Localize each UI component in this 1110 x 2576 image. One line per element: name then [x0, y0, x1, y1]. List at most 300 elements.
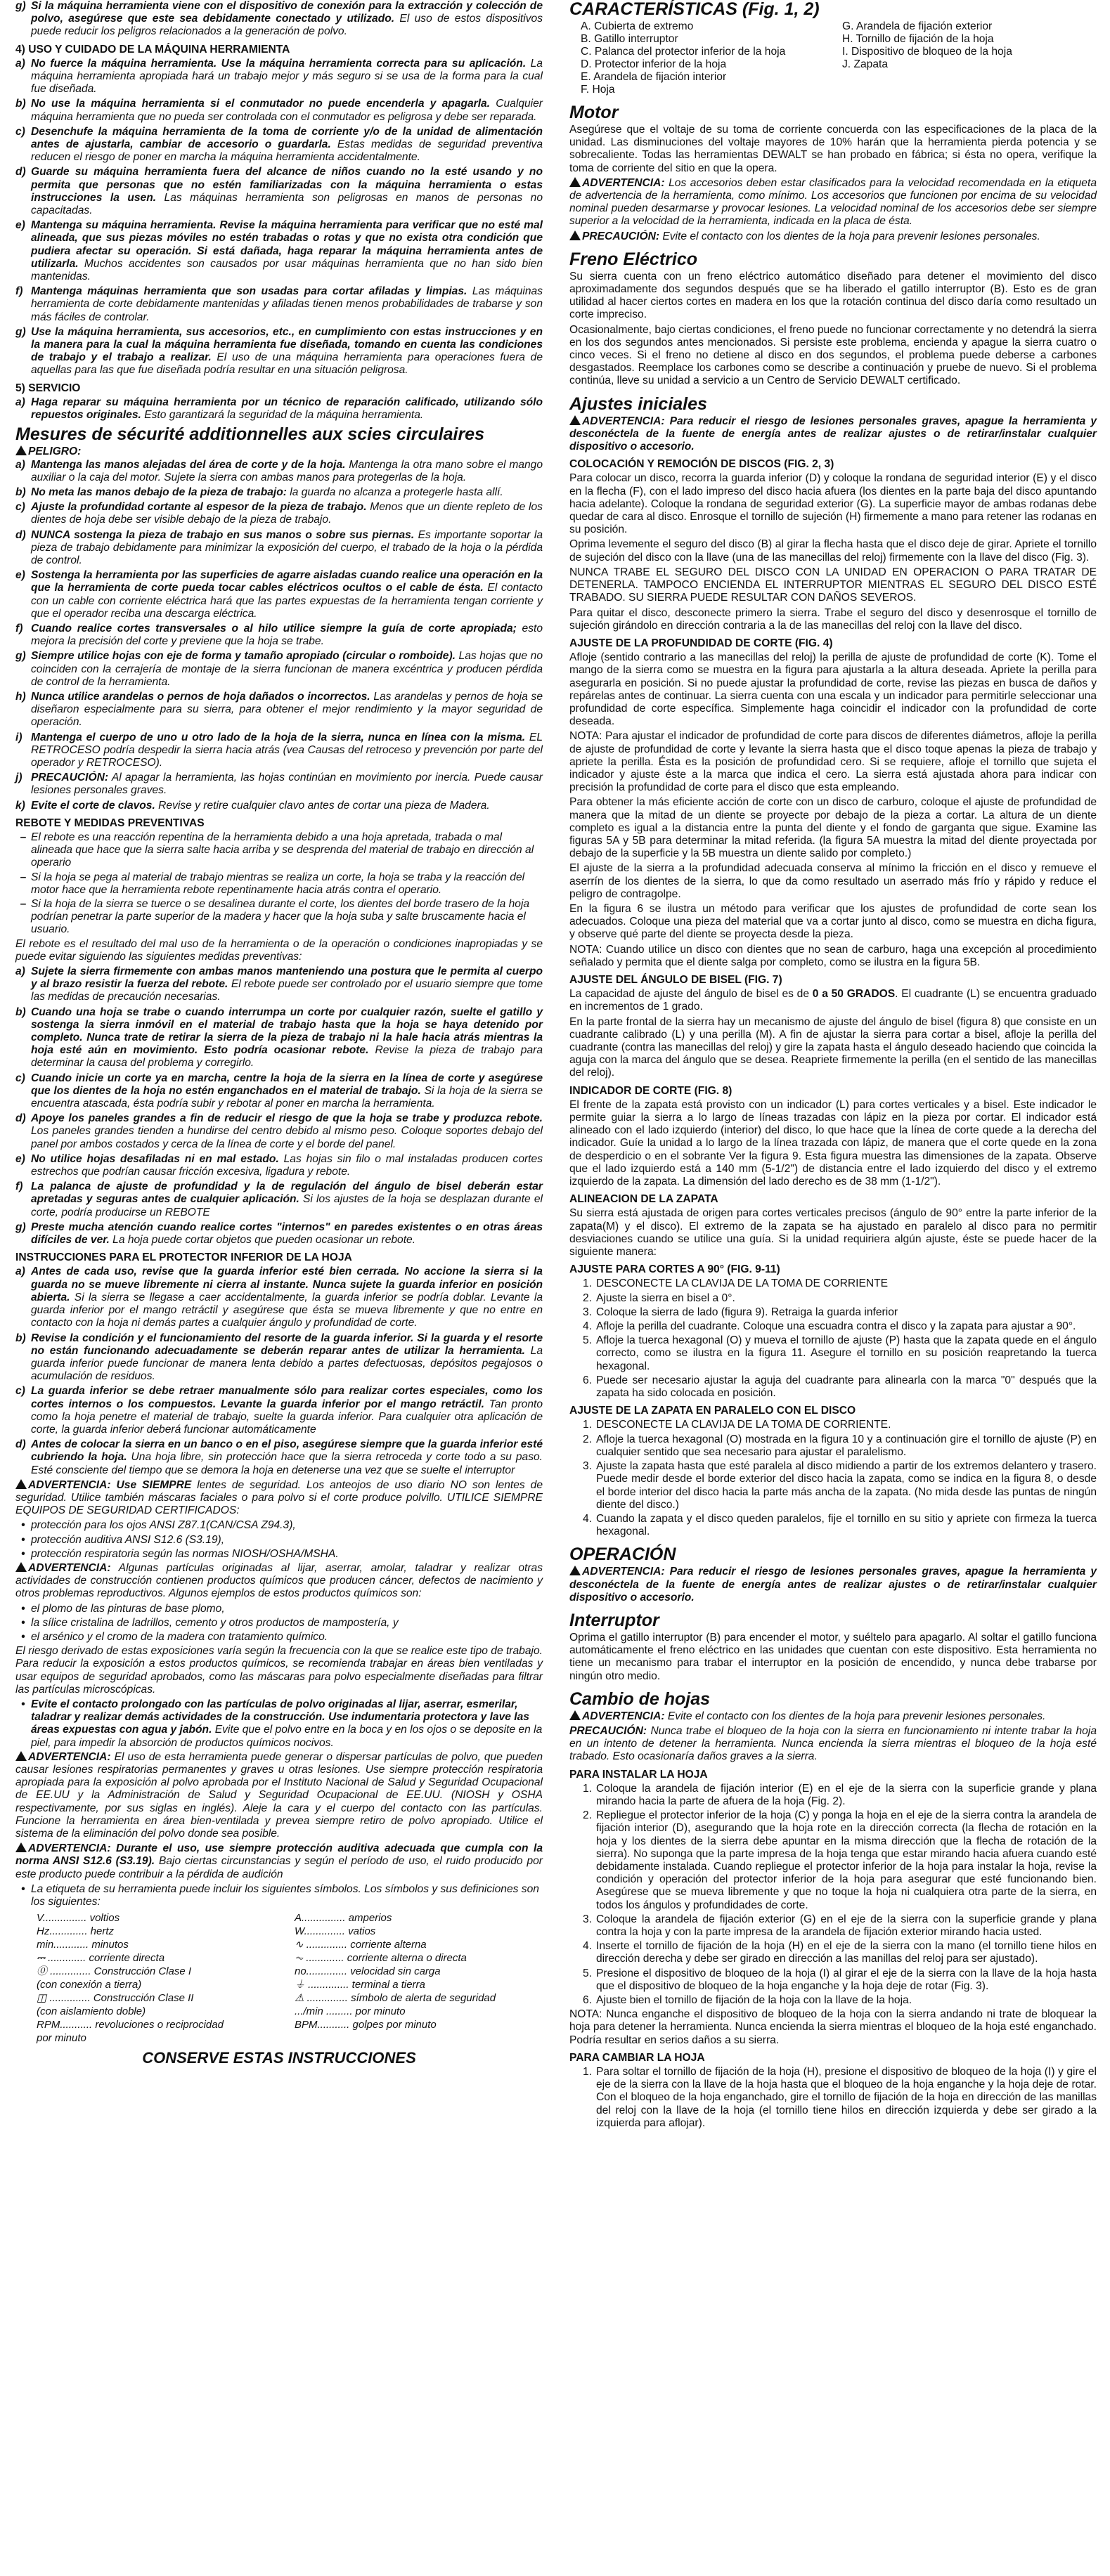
bullet-mark: •	[21, 1519, 25, 1532]
step-item	[569, 1374, 1097, 1400]
list-item-text	[31, 772, 543, 797]
symbol-table	[37, 1911, 543, 2045]
section-heading: INSTRUCCIONES PARA EL PROTECTOR INFERIOR DE LA HOJA	[15, 1251, 352, 1264]
section-heading: REBOTE Y MEDIDAS PREVENTIVAS	[15, 817, 205, 829]
steps-list	[569, 2066, 1097, 2130]
list-item-label: e)	[15, 1152, 25, 1165]
symbol-entry: por minuto	[37, 2032, 86, 2045]
list-item-text	[31, 486, 543, 499]
list-item-bold: NUNCA sostenga la pieza de trabajo en sus manos o sobre sus piernas.	[31, 528, 415, 541]
bullet-list	[15, 1519, 543, 1561]
paragraph: Ocasionalmente, bajo ciertas condiciones, el freno puede no funcionar correctamente y no detendrá la sierra en los dos segundos antes mencionados. Si persiste este problema, encienda y apague la sierra cuatro o cinco veces. Si el freno no detiene al disco en dos segundos, el problema puede deberse a carbones desgastados. Reemplace los carbones como se describe a continuación y pruebe de nuevo. Si el problema continúa, lleve su unidad a servicio a un Centro de Servicio DEWALT certificado.	[569, 323, 1097, 387]
list-item-text	[31, 1266, 543, 1329]
list-item-body: La guarda inferior puede funcionar de manera lenta debido a partes defectuosas, depósitos pegajosos o acumulación de residuos.	[31, 1344, 543, 1383]
list-item-bold: Sujete la sierra firmemente con ambas manos manteniendo una postura que le permita al cuerpo y al brazo resistir la fuerza del rebote.	[31, 965, 543, 991]
list-item-body: Tan pronto como la hoja penetre el material de trabajo, suelte la guarda inferior. Para cualquier otra aplicación de corte, la guarda inferior deberá funcionar automáticamente	[31, 1398, 543, 1436]
list-item	[15, 1006, 543, 1070]
warning-paragraph: ADVERTENCIA: Los accesorios deben estar clasificados para la velocidad recomendada en la etiqueta de advertencia de la herramienta, como mínimo. Los accesorios que funcionen por encima de su velocidad nominal pueden desarmarse y provocar lesiones. La velocidad nominal de los accesorios debe ser siempre superior a la velocidad de la herramienta, indicada en la placa de ésta.	[569, 176, 1097, 228]
paragraph: NUNCA TRABE EL SEGURO DEL DISCO CON LA UNIDAD EN OPERACION O PARA TRATAR DE DETENERLA. TAMPOCO ENCIENDA EL INTERRUPTOR MIENTRAS EL SEGURO DEL DISCO ESTÉ TRABADO. SU SIERRA PUEDE RESULTAR CON DAÑOS SEVEROS.	[569, 566, 1097, 604]
symbol-entry: ⚠ .............. símbolo de alerta de seguridad	[295, 1992, 496, 2005]
list-item-body: Si la sierra se llegase a caer accidentalmente, la guarda inferior se podría doblar. Levante la guarda inferior por el mango retráctil y asegúrese que ésta se mueva libremente y que no entre en contacto con la hoja ni demás partes a cualquier ángulo y profundidad de corte.	[31, 1291, 543, 1329]
caution-paragraph: PRECAUCIÓN: Evite el contacto con los dientes de la hoja para prevenir lesiones personales.	[569, 230, 1097, 243]
list-item-label: b)	[15, 98, 26, 110]
list-item-label: g)	[15, 1221, 26, 1233]
list-item-body: La máquina herramienta apropiada hará un trabajo mejor y más seguro si se usa de la forma para la cual fue diseñada.	[31, 57, 543, 96]
list-item-label: b)	[15, 486, 26, 498]
list-item-bold: No use la máquina herramienta si el conmutador no puede encenderla y apagarla.	[31, 98, 491, 110]
list-item-text	[31, 1072, 543, 1111]
symbol-entry	[295, 2031, 543, 2045]
symbol-entry: RPM........... revoluciones o reciprocidad	[37, 2019, 224, 2031]
list-item-label: f)	[15, 1180, 23, 1193]
list-item-body: Las hojas que no coinciden con la cerrajería de montaje de la sierra funcionan de manera excéntrica y producen pérdida de control de la herramienta.	[31, 650, 543, 688]
bullet-mark: –	[20, 871, 27, 883]
list-item-text	[31, 800, 543, 812]
step-text: Afloje la perilla del cuadrante. Coloque una escuadra contra el disco y la zapata para ajustar a 90°.	[596, 1320, 1076, 1333]
bullet-mark: •	[21, 1547, 25, 1560]
symbol-entry: W.............. vatios	[295, 1925, 376, 1938]
list-item-label: e)	[15, 569, 25, 582]
step-number: 2.	[582, 1433, 592, 1445]
step-number: 2.	[582, 1809, 592, 1822]
list-item	[15, 1112, 543, 1151]
list-item-bold: Mantenga su máquina herramienta. Revise la máquina herramienta para verificar que no esté mal alineada, que sus piezas móviles no estén trabadas o rotas y que no exista otra condición que pudiera afectar su operación. Si está dañada, haga reparar la máquina herramienta antes de utilizarla.	[31, 219, 543, 270]
bullet-list	[15, 1603, 543, 1644]
list-item	[15, 98, 543, 123]
list-item	[15, 1534, 543, 1547]
step-number: 5.	[582, 1334, 592, 1347]
step-item	[569, 1320, 1097, 1333]
list-item-bold: Preste mucha atención cuando realice cortes "internos" en paredes existentes o en otras áreas difíciles de ver.	[31, 1221, 543, 1247]
list-item-bold: Siempre utilice hojas con eje de forma y tamaño apropiado (circular o romboide).	[31, 650, 456, 663]
list-item-body: La hoja puede cortar objetos que pueden ocasionar un rebote.	[109, 1234, 416, 1247]
list-item	[15, 1221, 543, 1247]
step-item	[569, 1334, 1097, 1373]
list-item-body: Muchos accidentes son causados por usar máquinas herramienta que no han sido bien mantenidas.	[31, 257, 543, 283]
list-item-label: d)	[15, 1112, 26, 1125]
list-item	[15, 219, 543, 283]
step-item	[569, 1292, 1097, 1305]
list-item-text	[31, 691, 543, 729]
list-item-body: Las arandelas y pernos de hoja se diseñaron especialmente para su sierra, para obtener el mejor rendimiento y la mayor seguridad de operación.	[31, 690, 543, 729]
step-item	[569, 1419, 1097, 1431]
warning-icon	[15, 1562, 27, 1572]
step-text: Presione el dispositivo de bloqueo de la hoja (I) al girar el eje de la sierra con la llave de la hoja hasta que el dispositivo de bloqueo de la hoja enganche y la hoja deje de rotar (Fig. 3).	[596, 1967, 1097, 1992]
bullet-mark: –	[20, 831, 27, 843]
feature-item: I. Dispositivo de bloqueo de la hoja	[842, 46, 1012, 58]
list-item-body: Las máquinas herramienta de corte debidamente mantenidas y afiladas tienen menos probabilidades de trabarse y son más fáciles de controlar.	[31, 285, 543, 323]
warning-icon	[15, 1479, 27, 1489]
list-item-body: Las hojas sin filo o mal instaladas producen cortes estrechos que podrían causar fricción excesiva, ligadura y rebote.	[31, 1152, 543, 1178]
section-heading: AJUSTE PARA CORTES A 90° (FIG. 9-11)	[569, 1263, 780, 1276]
step-text: DESCONECTE LA CLAVIJA DE LA TOMA DE CORRIENTE	[596, 1277, 889, 1290]
list-item-bold: Desenchufe la máquina herramienta de la toma de corriente y/o de la unidad de alimentación antes de ajustarla, cambiar de accesorio o guardarla.	[31, 125, 543, 151]
list-item-text: El rebote es una reacción repentina de la herramienta debido a una hoja apretada, trabada o mal alineada que hace que la sierra salte hacia arriba y se desprenda del material de trabajo en dirección al operario	[31, 831, 534, 869]
list-item-label: d)	[15, 528, 26, 541]
warning-paragraph: ADVERTENCIA: Use SIEMPRE lentes de seguridad. Los anteojos de uso diario NO son lentes de seguridad. Utilice también máscaras faciales o para polvo si el corte produce polvillo. UTILICE SIEMPRE EQUIPOS DE SEGURIDAD CERTIFICADOS:	[15, 1478, 543, 1517]
section4-list	[15, 58, 543, 377]
symbol-entry: no.............. velocidad sin carga	[295, 1965, 441, 1978]
features-list	[581, 20, 1097, 96]
page-title: Mesures de sécurité additionnelles aux scies circulaires	[15, 424, 484, 445]
paragraph: Su sierra cuenta con un freno eléctrico automático diseñado para detener el movimiento del disco aproximadamente dos segundos después que se ha liberado el gatillo interruptor (B). Esto es de gran utilidad al hacer ciertos cortes en madera en los que la rotación continua del disco daría como resultado un corte impreciso.	[569, 270, 1097, 321]
list-item	[15, 501, 543, 526]
list-item-bold: Nunca utilice arandelas o pernos de hoja dañados o incorrectos.	[31, 690, 370, 703]
warning-paragraph: ADVERTENCIA: Para reducir el riesgo de lesiones personales graves, apague la herramienta y desconéctela de la fuente de energía antes de realizar ajustes o de retirar/instalar cualquier dispositivo o accesorio.	[569, 1566, 1097, 1604]
list-item-text: protección respiratoria según las normas NIOSH/OSHA/MSHA.	[31, 1547, 339, 1560]
symbol-entry: ⏦ ............. corriente alterna o directa	[295, 1952, 467, 1965]
list-item-text	[31, 326, 543, 377]
footer-title: CONSERVE ESTAS INSTRUCCIONES	[142, 2049, 416, 2067]
list-item-bold: No utilice hojas desafiladas ni en mal estado.	[31, 1152, 279, 1165]
feature-item	[842, 71, 1097, 84]
section-heading: ALINEACION DE LA ZAPATA	[569, 1193, 718, 1206]
list-item-bold: Cuando una hoja se trabe o cuando interrumpa un corte por cualquier razón, suelte el gatillo y sostenga la sierra inmóvil en el material de trabajo hasta que la hoja se haya detenido por completo. Nunca trate de retirar la sierra de la pieza de trabajo ni la hale hacia atrás mientras la hoja esté aún en movimiento. Esto podría ocasionar rebote.	[31, 1006, 543, 1057]
list-item-text	[31, 1438, 543, 1477]
list-item	[15, 126, 543, 164]
section-heading: 4) USO Y CUIDADO DE LA MÁQUINA HERRAMIENTA	[15, 43, 290, 56]
feature-item: F. Hoja	[581, 84, 615, 96]
paragraph: Su sierra está ajustada de origen para cortes verticales precisos (ángulo de 90° entre la parte inferior de la zapata(M) y el disco). El extremo de la zapata se ha ajustado en paralelo al disco para no permitir desviaciones cuando se utilice una guía. Si la unidad requiriera algún ajuste, éste se puede hacer de la siguiente manera:	[569, 1207, 1097, 1258]
feature-item	[842, 84, 1097, 96]
step-item	[569, 2066, 1097, 2130]
paragraph: Para colocar un disco, recorra la guarda inferior (D) y coloque la rondana de seguridad interior (E) y el disco en la flecha (F), con el lado impreso del disco hacia afuera (los dientes en la parte baja del disco apuntando hacia adelante). Coloque la rondana de seguridad exterior (G). La superficie mayor de ambas rodanas debe quedar de cara al disco. Enrosque el tornillo de sujeción (H) firmemente a mano para retener las rodanas en su posición.	[569, 472, 1097, 536]
list-item-body: Mantenga la otra mano sobre el mango auxiliar o la caja del motor. Sujete la sierra con ambas manos para protegerlas de la hoja.	[31, 458, 543, 483]
step-number: 4.	[582, 1512, 592, 1525]
list-item	[15, 529, 543, 568]
list-item-body: Al apagar la herramienta, las hojas continúan en movimiento por inercia. Puede causar lesiones personales graves.	[31, 772, 543, 797]
list-item	[15, 831, 543, 870]
list-item-label: h)	[15, 690, 26, 703]
kickback-dash-list	[15, 831, 543, 937]
list-item-text	[31, 1332, 543, 1384]
symbol-entry: A............... amperios	[295, 1912, 392, 1925]
list-item-bold: No fuerce la máquina herramienta. Use la máquina herramienta correcta para su aplicación.	[31, 57, 527, 70]
paragraph: El rebote es el resultado del mal uso de la herramienta o de la operación o condiciones inapropiadas y se puede evitar siguiendo las siguientes medidas preventivas:	[15, 937, 543, 963]
symbol-entry: Hz............. hertz	[37, 1925, 115, 1938]
paragraph: NOTA: Cuando utilice un disco con dientes que no sean de carburo, haga una excepción al procedimiento señalado y permita que el diente salga por completo, como se ilustra en la figura 5B.	[569, 943, 1097, 968]
list-item-body: Revise y retire cualquier clavo antes de cortar una pieza de Madera.	[155, 799, 490, 812]
step-text: Coloque la arandela de fijación exterior (G) en el eje de la sierra con la superficie grande y plana contra la hoja y con la parte impresa de la arandela de fijación exterior mirando hacia usted.	[596, 1913, 1097, 1938]
section-heading: PARA CAMBIAR LA HOJA	[569, 2051, 705, 2064]
list-item-label: c)	[15, 1072, 25, 1084]
list-item-label: f)	[15, 285, 23, 298]
list-item-body: El rebote puede ser controlado por el usuario siempre que tome las medidas de precaución necesarias.	[31, 978, 543, 1003]
list-item	[15, 1153, 543, 1178]
list-item-text	[31, 501, 543, 526]
caution-paragraph: PRECAUCIÓN: Nunca trabe el bloqueo de la hoja con la sierra en funcionamiento ni intente trabar la hoja en un intento de detener la herramienta. Nunca encienda la sierra mientras el bloqueo de la hoja esté trabado. Esto ocasionaría daños graves a la sierra.	[569, 1724, 1097, 1763]
left-column	[15, 0, 543, 2067]
step-item	[569, 1967, 1097, 1993]
list-item-bold: La palanca de ajuste de profundidad y la de regulación del ángulo de bisel deberán estar apretadas y seguras antes de cualquier aplicación.	[31, 1180, 543, 1206]
list-item-bold: Evite el corte de clavos.	[31, 799, 155, 812]
list-item-body: Los paneles grandes tienden a hundirse del centro debido al mismo peso. Coloque soportes debajo del panel por ambos costados y cerca de la línea de corte y el borde del panel.	[31, 1125, 543, 1150]
section-title: OPERACIÓN	[569, 1544, 676, 1565]
step-text: Coloque la sierra de lado (figura 9). Retraiga la guarda inferior	[596, 1306, 898, 1318]
feature-item: E. Arandela de fijación interior	[581, 71, 727, 83]
symbol-entry: ⓪ .............. Construcción Clase I	[37, 1965, 192, 1978]
warning-paragraph: ADVERTENCIA: Para reducir el riesgo de lesiones personales graves, apague la herramienta y desconéctela de la fuente de energía antes de realizar ajustes o de retirar/instalar cualquier dispositivo o accesorio.	[569, 415, 1097, 453]
features-title: CARACTERÍSTICAS (Fig. 1, 2)	[569, 0, 820, 19]
list-item-text	[31, 1006, 543, 1070]
section-heading: 5) SERVICIO	[15, 382, 81, 394]
section-heading: COLOCACIÓN Y REMOCIÓN DE DISCOS (FIG. 2, 3)	[569, 458, 834, 471]
section-title: Motor	[569, 103, 619, 122]
list-item-label: b)	[15, 1332, 26, 1344]
symbol-entry: ◫ .............. Construcción Clase II	[37, 1992, 194, 2005]
list-item	[15, 285, 543, 324]
step-item	[569, 1809, 1097, 1912]
warning-icon	[15, 1751, 27, 1761]
warning-paragraph: ADVERTENCIA: El uso de esta herramienta puede generar o dispersar partículas de polvo, que pueden causar lesiones respiratorias permanentes y graves u otras lesiones. Use siempre protección respiratoria apropiada para la exposición al polvo aprobada por el Instituto Nacional de Salud y Seguridad Ocupacional de EE.UU y la Administración de Salud y Seguridad Ocupacional de EE.UU. (NIOSH y OSHA respectivamente, por sus siglas en inglés). Aleje la cara y el cuerpo del contacto con las partículas. Funcione la herramienta en área bien-ventilada y prevea siempre retiro de polvo apropiado. Utilice el sistema de la eliminación del polvo donde sea posible.	[15, 1750, 543, 1840]
step-text: Inserte el tornillo de fijación de la hoja (H) en el eje de la sierra con la mano (el tornillo tiene hilos en dirección derecha y debe ser girado en dirección a las manillas del reloj para ser ajustado).	[596, 1940, 1097, 1965]
list-item-label: c)	[15, 1385, 25, 1398]
feature-item: H. Tornillo de fijación de la hoja	[842, 33, 994, 45]
warning-icon	[569, 177, 581, 187]
paragraph: Oprima levemente el seguro del disco (B) al girar la flecha hasta que el disco deje de girar. Apriete el tornillo de sujeción del disco con la llave (una de las manecillas del reloj) firmemente con la llave del disco (Fig. 3).	[569, 538, 1097, 564]
list-item	[15, 871, 543, 897]
list-item	[15, 898, 543, 937]
list-item	[15, 166, 543, 217]
list-item-text	[31, 569, 543, 620]
list-item-label: a)	[15, 1266, 25, 1278]
paragraph: Afloje (sentido contrario a las manecillas del reloj) la perilla de ajuste de profundidad de corte (K). Tome el mango de la sierra como se muestra en la figura para ajustarla a la altura deseada. Apriete la perilla para asegurarla en posición. Si no puede ajustar la profundidad de corte, revise las piezas en busca de daños y repárelas antes de continuar. La sierra cuenta con una escala y un indicador para permitirle seleccionar una profundidad de corte específica. Simplemente haga coincidir el indicador con la profundidad de corte deseada.	[569, 651, 1097, 728]
symbol-entry: V............... voltios	[37, 1912, 120, 1925]
step-number: 1.	[582, 1782, 592, 1795]
list-item	[15, 486, 543, 499]
list-item-bold: Cuando inicie un corte ya en marcha, centre la hoja de la sierra en la línea de corte y asegúrese que los dientes de la hoja no estén enganchados en el material de trabajo.	[31, 1072, 543, 1097]
warning-icon	[569, 1710, 581, 1720]
list-item-body: Las máquinas herramienta son peligrosas en manos de personas no capacitadas.	[31, 191, 543, 217]
list-item	[15, 623, 543, 648]
warning-icon	[15, 1842, 27, 1852]
step-number: 6.	[582, 1374, 592, 1386]
list-item-text	[31, 1180, 543, 1219]
step-item	[569, 1940, 1097, 1965]
paragraph: El ajuste de la sierra a la profundidad adecuada conserva al mínimo la fricción en el disco y remueve el aserrín de los dientes de la sierra, lo que da como resultado un aserrado más frío y rápido y reduce el peligro de contragolpe.	[569, 862, 1097, 900]
list-item-text	[31, 1385, 543, 1436]
list-item-text	[31, 285, 543, 324]
symbol-entry: (con conexión a tierra)	[37, 1979, 142, 1991]
list-item	[15, 965, 543, 1004]
list-item-label: g)	[15, 650, 26, 663]
list-item-bold: Mantenga el cuerpo de uno u otro lado de la hoja de la sierra, nunca en línea con la misma.	[31, 731, 526, 743]
list-item-text: el plomo de las pinturas de base plomo,	[31, 1602, 225, 1615]
symbol-entry: BPM........... golpes por minuto	[295, 2019, 437, 2031]
step-item	[569, 1306, 1097, 1319]
list-item-body: Una hoja libre, sin protección hace que la sierra retroceda y corte todo a su paso. Esté consciente del tiempo que se demora la hoja en detenerse una vez que se suelte el interruptor	[31, 1451, 543, 1476]
list-item	[15, 1266, 543, 1329]
step-text: Para soltar el tornillo de fijación de la hoja (H), presione el dispositivo de bloqueo de la hoja (I) y gire el eje de la sierra con la llave de la hoja hasta que el bloqueo de la hoja enganche y la hoja deje de rotar. Con el bloqueo de la hoja enganchado, gire el tornillo de fijación de la hoja en dirección de las manillas del reloj con la llave de la hoja (el tornillo tiene hilos en dirección izquierda y debe ser girado a la izquierda para aflojar).	[596, 2066, 1097, 2129]
list-item-text: protección para los ojos ANSI Z87.1(CAN/CSA Z94.3),	[31, 1519, 296, 1532]
danger-list	[15, 459, 543, 812]
paragraph: Para quitar el disco, desconecte primero la sierra. Trabe el seguro del disco y desenrosque el tornillo de sujeción girándolo en dirección contraria a la de las manecillas del reloj con la llave del disco.	[569, 606, 1097, 632]
step-number: 3.	[582, 1913, 592, 1925]
bullet-mark: –	[20, 898, 27, 910]
section-heading: AJUSTE DE LA PROFUNDIDAD DE CORTE (FIG. 4)	[569, 637, 833, 649]
paragraph: Para obtener la más eficiente acción de corte con un disco de carburo, coloque el ajuste de profundidad de manera que la mitad de un diente se proyecte por debajo de la pieza a cortar. La altura de un diente completo es igual a la distancia entre la punta del diente y el fondo de garganta que sigue. Examine las figuras 5A y 5B para determinar la mitad referida. (la figura 5A muestra la mitad del diente proyectada por debajo de la superficie y la 5B muestra un diente salido por completo.)	[569, 796, 1097, 860]
list-item	[15, 58, 543, 96]
step-number: 3.	[582, 1460, 592, 1473]
list-item	[15, 1438, 543, 1477]
step-number: 1.	[582, 1277, 592, 1290]
symbol-entry: min............ minutos	[37, 1939, 129, 1951]
list-item-text: Si la hoja de la sierra se tuerce o se desalinea durante el corte, los dientes del borde trasero de la hoja podrían penetrar la parte superior de la madera y hacer que la hoja suba y salte bruscamente hacia el usuario.	[31, 898, 530, 936]
list-item-label: f)	[15, 622, 23, 635]
list-item-label: a)	[15, 965, 25, 978]
step-item	[569, 1513, 1097, 1538]
list-item	[15, 650, 543, 689]
list-item-body: Es importante soportar la pieza de trabajo debidamente para minimizar la exposición del cuerpo, el trabado de la hoja o la pérdida de control.	[31, 528, 543, 566]
step-text: Repliegue el protector inferior de la hoja (C) y ponga la hoja en el eje de la sierra contra la arandela de fijación interior (D), asegurando que la hoja rote en la dirección correcta (la flecha de rotación en la hoja y los dientes de la sierra debe apuntar en la misma dirección que la flecha de rotación de la sierra). No suponga que la parte impresa de la hoja tenga que estar mirando hacia afuera cuando esté debidamente instalada. Cuando repliegue el protector inferior de la hoja para instalar la hoja, revise la condición y operación del protector inferior de la hoja para asegurar que esté funcionando bien. Asegúrese que se mueva libremente y que no toque la hoja ni cualquiera otra parte de la sierra, en todos los ángulos y profundidades de corte.	[596, 1809, 1097, 1911]
list-item-body: esto mejora la precisión del corte y previene que la hoja se trabe.	[31, 622, 543, 648]
list-item-body: la guarda no alcanza a protegerle hasta allí.	[286, 486, 503, 498]
feature-item: B. Gatillo interruptor	[581, 33, 678, 45]
step-text: Afloje la tuerca hexagonal (O) y mueva el tornillo de ajuste (P) hasta que la zapata quede en el ángulo correcto, como se ilustra en la figura 11. Asegure el tornillo en su posición reapretando la tuerca hexagonal.	[596, 1334, 1097, 1372]
danger-label: PELIGRO:	[15, 445, 543, 458]
step-text: Cuando la zapata y el disco queden paralelos, fije el tornillo en su sitio y apriete con firmeza la tuerca hexagonal.	[596, 1512, 1097, 1538]
warning-paragraph: ADVERTENCIA: Evite el contacto con los dientes de la hoja para prevenir lesiones personales.	[569, 1710, 1097, 1723]
paragraph: NOTA: Nunca enganche el dispositivo de bloqueo de la hoja con la sierra andando ni trate de bloquear la hoja para detener la herramienta. Nunca encienda la sierra mientras el bloqueo de la hoja esté enganchado. Podría resultar en serios daños a su sierra.	[569, 2008, 1097, 2046]
step-text: Puede ser necesario ajustar la aguja del cuadrante para alinearla con la marca "0" después que la zapata ha sido colocada en posición.	[596, 1374, 1097, 1400]
list-item-body: Si la hoja de la sierra se encuentra atascada, ésta podría subir y rebotar al poner en marcha la herramienta.	[31, 1084, 543, 1110]
list-item-label: j)	[15, 772, 22, 784]
bullet-mark: •	[21, 1630, 25, 1643]
symbol-entry: ⎓ ............. corriente directa	[37, 1952, 165, 1965]
list-item-label: k)	[15, 799, 25, 812]
list-item-text	[31, 58, 543, 96]
list-item-text	[31, 650, 543, 689]
list-item: • Evite el contacto prolongado con las partículas de polvo originadas al lijar, aserrar, esmerilar, taladrar y realizar demás actividades de la construcción. Use indumentaria protectora y lave las áreas expuestas con agua y jabón. Evite que el polvo entre en la boca y en los ojos o se deposite en la piel, para impedir la absorción de productos químicos nocivos.	[21, 1698, 543, 1749]
list-item-body: Estas medidas de seguridad preventiva reducen el riesgo de poner en marcha la máquina herramienta accidentalmente.	[31, 138, 543, 164]
list-item-text	[31, 126, 543, 164]
feature-item: D. Protector inferior de la hoja	[581, 58, 727, 70]
list-item-text	[31, 965, 543, 1004]
list-item-label: a)	[15, 57, 25, 70]
list-item	[15, 569, 543, 620]
list-item	[15, 691, 543, 729]
warning-icon	[569, 1566, 581, 1575]
list-item	[15, 1385, 543, 1436]
warning-icon	[569, 230, 581, 240]
list-item	[15, 1519, 543, 1532]
list-item	[15, 1180, 543, 1219]
warning-paragraph: ADVERTENCIA: Algunas partículas originadas al lijar, aserrar, amolar, taladrar y realizar otras actividades de construcción contienen productos químicos que producen cáncer, defectos de nacimiento y otros problemas reproductivos. Algunos ejemplos de estos productos químicos son:	[15, 1561, 543, 1600]
list-item-body: Cualquier máquina herramienta que no pueda ser controlada con el conmutador es peligrosa y debe ser reparada.	[31, 98, 543, 123]
paragraph: Asegúrese que el voltaje de su toma de corriente concuerda con las especificaciones de la placa de la unidad. Las disminuciones del voltaje mayores de 10% harán que la herramienta pierda potencia y se sobrecaliente. Todas las herramientas DEWALT se han probado en fábrica; si ésta no opera, verifique la toma de corriente del sitio en que la opera.	[569, 124, 1097, 174]
list-item-bold: Mantenga las manos alejadas del área de corte y de la hoja.	[31, 458, 346, 471]
list-item	[15, 800, 543, 812]
steps-list	[569, 1419, 1097, 1538]
list-item-body: EL RETROCESO podría despedir la sierra hacia atrás (vea Causas del retroceso y prevención por parte del operador y RETROCESO).	[31, 731, 543, 769]
list-item	[15, 772, 543, 797]
list-item-bold: La guarda inferior se debe retraer manualmente sólo para realizar cortes especiales, como los cortes internos o los compuestos. Levante la guarda inferior por el mango retráctil.	[31, 1385, 543, 1410]
list-item-bold: Antes de colocar la sierra en un banco o en el piso, asegúrese siempre que la guarda inferior esté cubriendo la hoja.	[31, 1438, 543, 1464]
section-title: Freno Eléctrico	[569, 249, 697, 269]
list-item	[15, 1617, 543, 1629]
section-title: Interruptor	[569, 1610, 659, 1630]
paragraph: Oprima el gatillo interruptor (B) para encender el motor, y suéltelo para apagarlo. Al soltar el gatillo funciona automáticamente el freno eléctrico en las unidades que cuentan con este dispositivo. Esta herramienta no tiene un mecanismo para trabar el interruptor en la posición de encendido, y nunca debe trabarse por ningún otro medio.	[569, 1631, 1097, 1682]
list-item-body: Si los ajustes de la hoja se desplazan durante el corte, podría producirse un REBOTE	[31, 1193, 543, 1218]
list-item-bold: Revise la condición y el funcionamiento del resorte de la guarda inferior. Si la guarda y el resorte no están funcionando adecuadamente se deberán reparar antes de utilizar la herramienta.	[31, 1332, 543, 1357]
feature-item: C. Palanca del protector inferior de la hoja	[581, 46, 786, 58]
step-item	[569, 1277, 1097, 1290]
list-item-text	[31, 623, 543, 648]
section-heading: AJUSTE DEL ÁNGULO DE BISEL (FIG. 7)	[569, 973, 782, 986]
paragraph: El frente de la zapata está provisto con un indicador (L) para cortes verticales y a bisel. Este indicador le permite guiar la sierra a lo largo de líneas trazadas con lápiz en la pieza por cortar. El indicador está alineado con el lado izquierdo (interior) del disco, lo que hace que la línea de corte quede a la derecha del indicador. Guíe la unidad a lo largo de la línea trazada con lápiz, de manera que el corte quede en la zona de desperdicio o en el sobrante Ver la figura 9. Esta figura muestra las dimensiones de la zapata. Observe que el lado izquierdo está a 140 mm (5-1/2") de distancia entre el lado izquierdo del disco y el extremo izquierdo de la zapata. La dimensión del lado derecho es de 38 mm (1-1/2").	[569, 1098, 1097, 1188]
step-number: 2.	[582, 1292, 592, 1304]
list-item-bold: Ajuste la profundidad cortante al espesor de la pieza de trabajo.	[31, 501, 367, 514]
section-title: Cambio de hojas	[569, 1689, 711, 1709]
list-item-label: d)	[15, 166, 26, 178]
list-item	[15, 1603, 543, 1615]
step-number: 3.	[582, 1306, 592, 1318]
list-item	[15, 731, 543, 770]
paragraph: En la parte frontal de la sierra hay un mecanismo de ajuste del ángulo de bisel (figura 8) que consiste en un cuadrante calibrado (L) y una perilla (M). A fin de ajustar la sierra para cortar a bisel, afloje la perilla del cuadrante (contra las manecillas del reloj) y gire la zapata hasta el ángulo deseado haciendo que coincida la aguja con la marca del ángulo que se desea. Reapriete firmemente la perilla (en el sentido de las manecillas del reloj).	[569, 1015, 1097, 1079]
symbol-entry: .../min ......... por minuto	[295, 2005, 406, 2018]
section-heading: AJUSTE DE LA ZAPATA EN PARALELO CON EL DISCO	[569, 1405, 856, 1417]
step-text: Afloje la tuerca hexagonal (O) mostrada en la figura 10 y a continuación gire el tornillo de ajuste (P) en cualquier sentido que sea necesario para ajustar el paralelismo.	[596, 1433, 1097, 1458]
list-item-body: El contacto con un cable con corriente eléctrica hará que las partes expuestas de la herramienta tengan corriente y que el operador reciba una descarga eléctrica.	[31, 582, 543, 620]
list-item-bold: Apoye los paneles grandes a fin de reducir el riesgo de que la hoja se trabe y produzca rebote.	[31, 1112, 543, 1125]
feature-item: A. Cubierta de extremo	[581, 20, 694, 32]
step-item	[569, 1783, 1097, 1808]
feature-item: J. Zapata	[842, 58, 889, 70]
list-item-text	[31, 219, 543, 283]
list-item	[15, 1072, 543, 1111]
list-item-label: a)	[15, 458, 25, 471]
step-item	[569, 1994, 1097, 2007]
guard-list	[15, 1266, 543, 1476]
list-item-text	[31, 1153, 543, 1178]
step-number: 6.	[582, 1994, 592, 2006]
list-item: • La etiqueta de su herramienta puede incluir los siguientes símbolos. Los símbolos y sus definiciones son los siguientes:	[21, 1882, 539, 1908]
section-heading: INDICADOR DE CORTE (FIG. 8)	[569, 1084, 733, 1097]
section-heading: PARA INSTALAR LA HOJA	[569, 1768, 708, 1781]
list-item: g) Si la máquina herramienta viene con el dispositivo de conexión para la extracción y colección de polvo, asegúrese que este sea debidamente conectado y utilizado. El uso de estos dispositivos puede reducir los peligros relacionados a la generación de polvo.	[15, 0, 543, 38]
step-item	[569, 1913, 1097, 1939]
feature-item: G. Arandela de fijación exterior	[842, 20, 993, 32]
step-text: Ajuste la sierra en bisel a 0°.	[596, 1292, 735, 1304]
step-number: 1.	[582, 2066, 592, 2079]
list-item-text: el arsénico y el cromo de la madera con tratamiento químico.	[31, 1630, 328, 1643]
warning-paragraph: ADVERTENCIA: Durante el uso, use siempre protección auditiva adecuada que cumpla con la norma ANSI S12.6 (S3.19). Bajo ciertas circunstancias y según el período de uso, el ruido producido por este producto puede contribuir a la pérdida de audición	[15, 1842, 543, 1880]
bullet-mark: •	[21, 1602, 25, 1615]
list-item-text	[31, 731, 543, 770]
list-item-bold: PRECAUCIÓN:	[31, 772, 109, 784]
paragraph: El riesgo derivado de estas exposiciones varía según la frecuencia con la que se realice este tipo de trabajo. Para reducir la exposición a estos productos químicos, se recomienda trabajar en áreas bien ventiladas y usar equipos de seguridad aprobados, como las máscaras para polvo especialmente diseñadas para filtrar las partículas microscópicas.	[15, 1645, 543, 1696]
list-item-text: la sílice cristalina de ladrillos, cemento y otros productos de mampostería, y	[31, 1616, 399, 1629]
step-text: Ajuste la zapata hasta que esté paralela al disco midiendo a partir de los extremos delantero y trasero. Puede medir desde el borde exterior del disco hacia la zapata, como se indica en la figura 8, o desde el borde interior del disco hacia la parte más ancha de la zapata. (No mida desde las puntas de ningún diente del disco.)	[596, 1460, 1097, 1511]
list-item-text: protección auditiva ANSI S12.6 (S3.19),	[31, 1533, 225, 1546]
steps-list	[569, 1277, 1097, 1400]
list-item-label: c)	[15, 125, 25, 138]
paragraph: En la figura 6 se ilustra un método para verificar que los ajustes de profundidad de corte sean los adecuados. Coloque una pieza del material que va a cortar junto al disco, como se muestra en dicha figura, y observe qué parte del diente se proyecta desde la pieza.	[569, 902, 1097, 941]
step-number: 4.	[582, 1320, 592, 1333]
list-item	[15, 326, 543, 377]
list-item-text	[31, 1112, 543, 1151]
step-number: 1.	[582, 1419, 592, 1431]
list-item-text: Si la hoja se pega al material de trabajo mientras se realiza un corte, la hoja se traba y la reacción del motor hace que la herramienta rebote repentinamente hacia atrás contra el operario.	[31, 871, 525, 896]
list-item	[15, 1631, 543, 1644]
list-item-label: b)	[15, 1006, 26, 1018]
list-item-label: e)	[15, 219, 25, 232]
list-item-body: Revise la pieza de trabajo para determinar la causa del problema y corregirlo.	[31, 1044, 543, 1069]
step-text: DESCONECTE LA CLAVIJA DE LA TOMA DE CORRIENTE.	[596, 1419, 891, 1431]
step-item	[569, 1433, 1097, 1459]
list-item-text	[31, 166, 543, 217]
symbol-entry: ∿ .............. corriente alterna	[295, 1939, 427, 1951]
